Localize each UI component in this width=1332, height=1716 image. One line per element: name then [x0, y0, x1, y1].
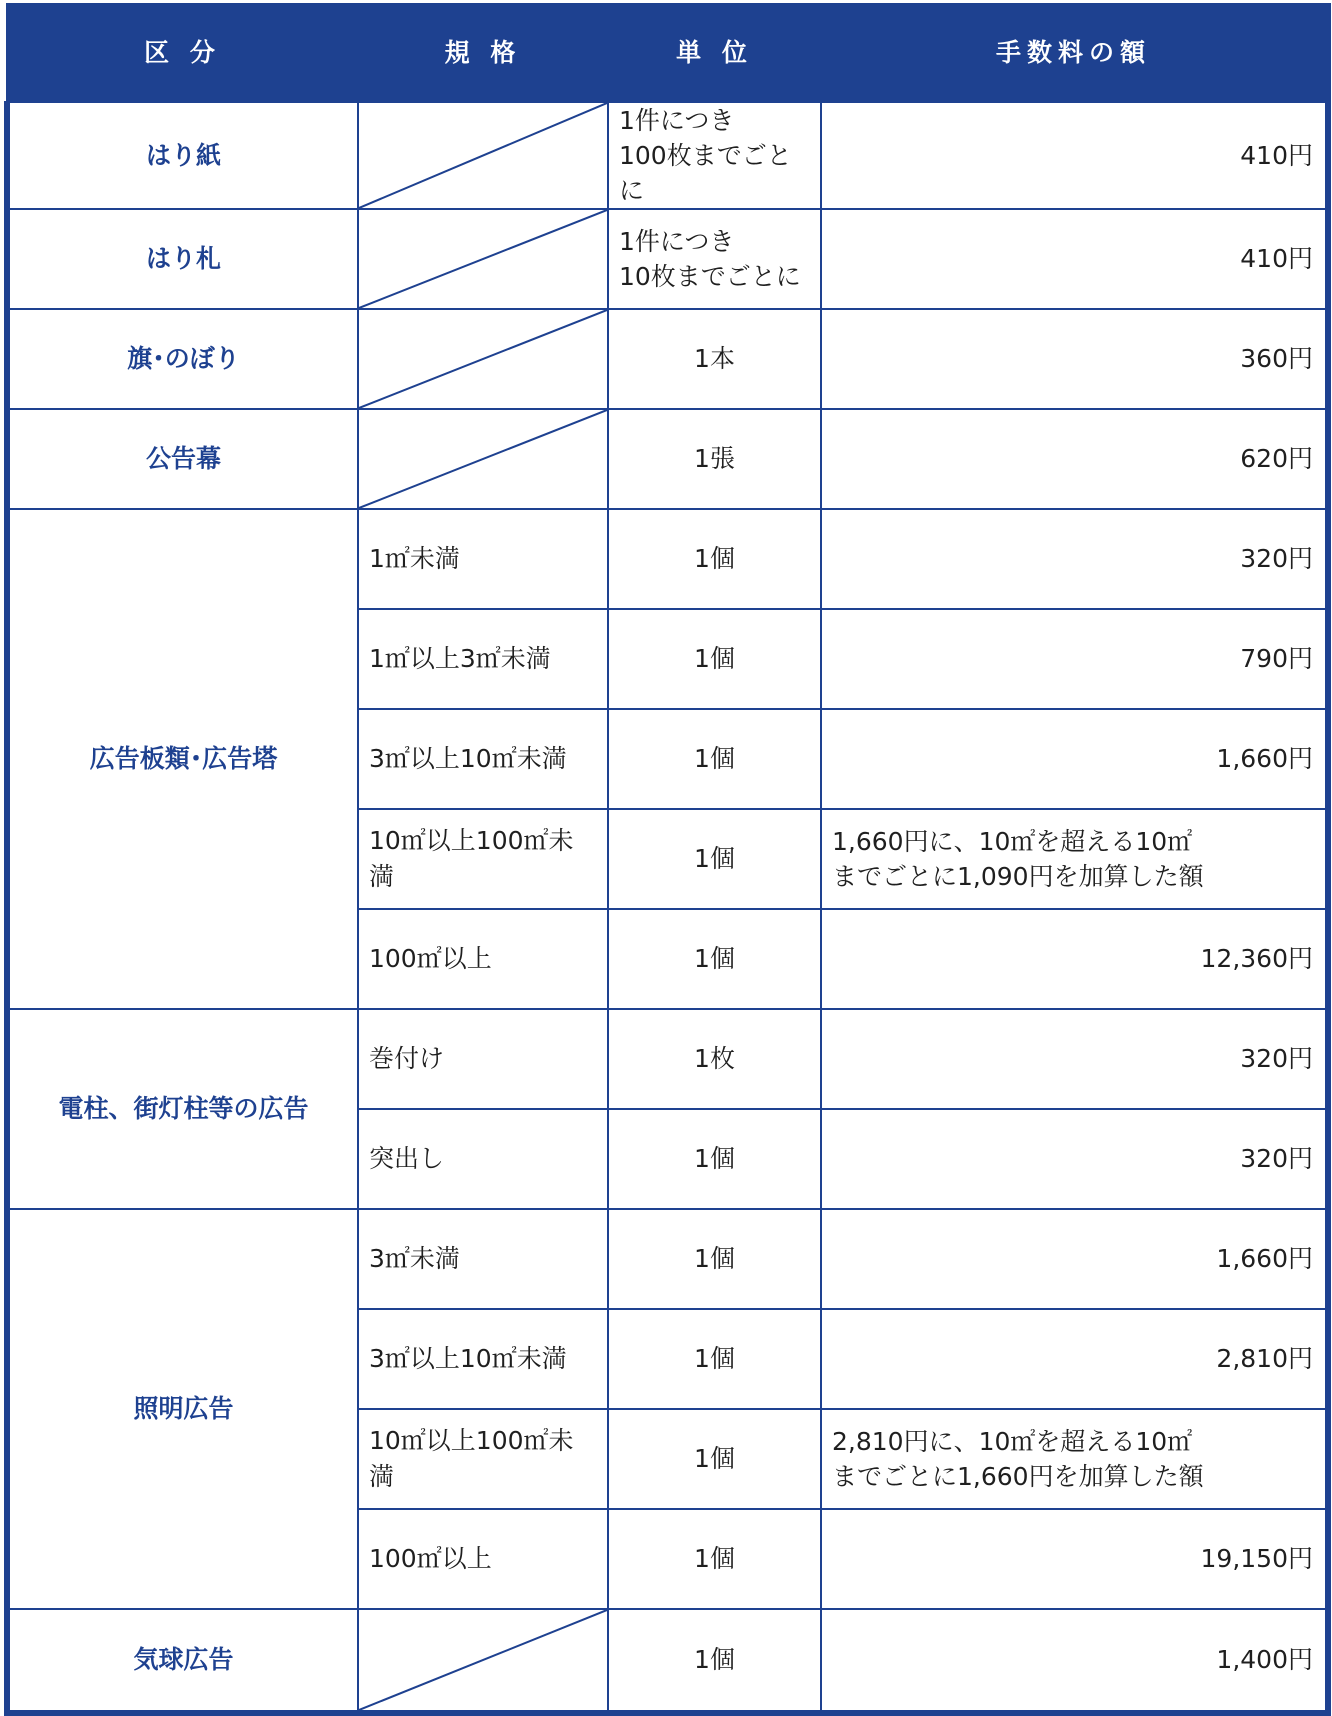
unit-cell: 1枚	[608, 1009, 821, 1109]
category-cell: 電柱、街灯柱等の広告	[7, 1009, 358, 1209]
spec-cell: 3㎡未満	[358, 1209, 608, 1309]
unit-cell: 1張	[608, 409, 821, 509]
header-spec: 規 格	[358, 4, 608, 102]
unit-cell: 1個	[608, 1609, 821, 1713]
spec-cell: 1㎡未満	[358, 509, 608, 609]
spec-cell: 突出し	[358, 1109, 608, 1209]
unit-line: 10枚までごとに	[619, 262, 801, 291]
diagonal-slash	[359, 310, 607, 408]
table-row	[7, 1609, 1328, 1713]
spec-cell-empty	[358, 409, 608, 509]
fee-cell: 410円	[821, 102, 1328, 209]
fee-cell: 410円	[821, 209, 1328, 309]
diagonal-slash	[359, 410, 607, 508]
unit-cell: 1個	[608, 1309, 821, 1409]
spec-cell: 1㎡以上3㎡未満	[358, 609, 608, 709]
fee-cell: 12,360円	[821, 909, 1328, 1009]
spec-cell: 10㎡以上100㎡未満	[358, 1409, 608, 1509]
fee-note-line: までごとに1,660円を加算した額	[832, 1462, 1204, 1491]
fee-cell: 790円	[821, 609, 1328, 709]
fee-note-cell	[821, 809, 1328, 909]
fee-cell: 360円	[821, 309, 1328, 409]
fee-cell: 2,810円	[821, 1309, 1328, 1409]
fee-cell: 620円	[821, 409, 1328, 509]
spec-cell: 3㎡以上10㎡未満	[358, 1309, 608, 1409]
spec-cell-empty	[358, 209, 608, 309]
table-body	[7, 102, 1328, 1713]
fee-cell: 320円	[821, 1009, 1328, 1109]
unit-cell: 1個	[608, 609, 821, 709]
unit-cell	[608, 102, 821, 209]
unit-cell: 1個	[608, 909, 821, 1009]
unit-cell: 1個	[608, 1209, 821, 1309]
category-cell: はり札	[7, 209, 358, 309]
unit-cell: 1個	[608, 809, 821, 909]
fee-cell: 19,150円	[821, 1509, 1328, 1609]
header-category: 区 分	[7, 4, 358, 102]
unit-cell	[608, 209, 821, 309]
spec-cell: 100㎡以上	[358, 909, 608, 1009]
spec-cell-empty	[358, 309, 608, 409]
fee-note-line: 2,810円に、10㎡を超える10㎡	[832, 1427, 1193, 1456]
fee-table	[4, 3, 1331, 1716]
fee-cell: 1,660円	[821, 1209, 1328, 1309]
unit-line: 100枚までごとに	[619, 141, 792, 205]
fee-cell: 1,660円	[821, 709, 1328, 809]
fee-note-cell	[821, 1409, 1328, 1509]
header-row	[7, 4, 1328, 102]
diagonal-slash	[359, 210, 607, 308]
category-cell: 照明広告	[7, 1209, 358, 1609]
spec-cell: 10㎡以上100㎡未満	[358, 809, 608, 909]
diagonal-slash	[359, 1610, 607, 1710]
spec-cell-empty	[358, 102, 608, 209]
unit-cell: 1個	[608, 1109, 821, 1209]
table-row	[7, 102, 1328, 209]
table-row	[7, 209, 1328, 309]
spec-cell: 3㎡以上10㎡未満	[358, 709, 608, 809]
header-unit: 単 位	[608, 4, 821, 102]
category-cell: 旗･のぼり	[7, 309, 358, 409]
table-row	[7, 1009, 1328, 1109]
unit-cell: 1個	[608, 709, 821, 809]
unit-cell: 1個	[608, 509, 821, 609]
unit-cell: 1本	[608, 309, 821, 409]
category-cell: 気球広告	[7, 1609, 358, 1713]
table-header	[7, 4, 1328, 102]
unit-line: 1件につき	[619, 106, 735, 135]
table-row	[7, 309, 1328, 409]
diagonal-slash	[359, 103, 607, 208]
fee-note-line: までごとに1,090円を加算した額	[832, 862, 1204, 891]
header-fee: 手数料の額	[821, 4, 1328, 102]
fee-cell: 320円	[821, 509, 1328, 609]
fee-note-line: 1,660円に、10㎡を超える10㎡	[832, 827, 1193, 856]
spec-cell: 100㎡以上	[358, 1509, 608, 1609]
spec-cell-empty	[358, 1609, 608, 1713]
fee-cell: 1,400円	[821, 1609, 1328, 1713]
unit-cell: 1個	[608, 1409, 821, 1509]
category-cell: 広告板類･広告塔	[7, 509, 358, 1009]
category-cell: 公告幕	[7, 409, 358, 509]
spec-cell: 巻付け	[358, 1009, 608, 1109]
table-row	[7, 509, 1328, 609]
unit-cell: 1個	[608, 1509, 821, 1609]
table-row	[7, 1209, 1328, 1309]
category-cell: はり紙	[7, 102, 358, 209]
unit-line: 1件につき	[619, 227, 735, 256]
table-row	[7, 409, 1328, 509]
fee-cell: 320円	[821, 1109, 1328, 1209]
